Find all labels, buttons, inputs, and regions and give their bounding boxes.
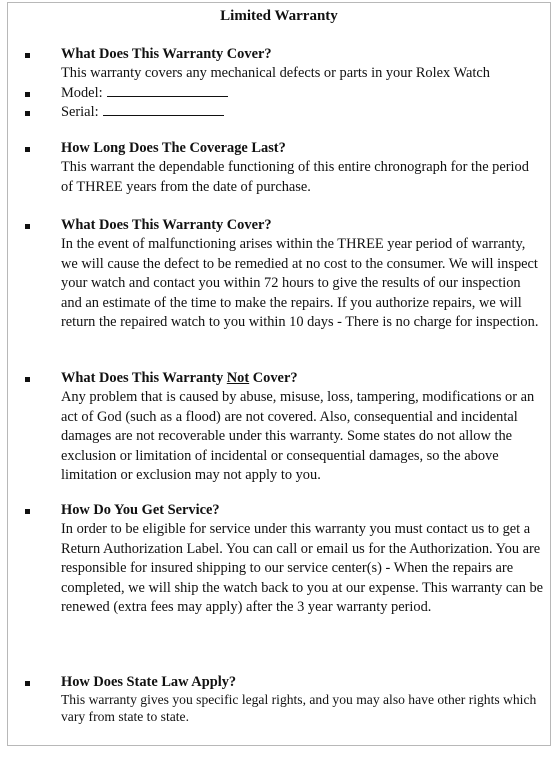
section-body: Any problem that is caused by abuse, misuse, loss, tampering, modifications or an act of God (such as a flood) are not covered. Also, consequential and incidental damages are not recoverable under this warranty. Some states do not allow the exclusion or limitation of incidental or consequential damages, so the above limitation or exclusion may not apply to you. xyxy=(61,389,535,484)
serial-label: Serial: xyxy=(61,104,99,121)
bullet-icon xyxy=(25,92,30,97)
section-coverage xyxy=(8,45,550,123)
section-not-covered xyxy=(8,369,550,485)
heading-not: Not xyxy=(226,370,250,386)
bullet-icon xyxy=(25,53,30,58)
section-heading: What Does This Warranty Cover? xyxy=(61,46,272,62)
section-body: This warranty covers any mechanical defects or parts in your Rolex Watch xyxy=(61,65,490,82)
list-item xyxy=(8,45,550,84)
serial-blank-line xyxy=(103,103,224,116)
section-heading: How Does State Law Apply? xyxy=(61,674,237,690)
section-body: This warranty gives you specific legal rights, and you may also have other rights which vary from state to state. xyxy=(61,692,537,724)
list-item xyxy=(8,501,550,617)
model-label: Model: xyxy=(61,84,103,101)
section-service xyxy=(8,501,550,617)
section-heading: How Long Does The Coverage Last? xyxy=(61,140,286,156)
bullet-icon xyxy=(25,147,30,152)
warranty-page xyxy=(7,2,551,746)
list-item xyxy=(8,673,550,725)
list-item-model xyxy=(8,84,550,103)
bullet-icon xyxy=(25,224,30,229)
list-item xyxy=(8,369,550,485)
list-item xyxy=(8,139,550,197)
list-item xyxy=(8,216,550,332)
heading-text: Cover? xyxy=(249,370,298,386)
section-body: This warrant the dependable functioning of this entire chronograph for the period of THREE years from the date of purchase. xyxy=(61,159,529,195)
list-item-serial xyxy=(8,103,550,122)
section-body: In the event of malfunctioning arises within the THREE year period of warranty, we will cause the defect to be remedied at no cost to the consumer. We will inspect your watch and contact you within 72 hours to give the results of our inspection and an estimate of the time to make the repairs. If you authorize repairs, we will return the repaired watch to you within 10 days - There is no charge for inspection. xyxy=(61,236,539,331)
model-blank-line xyxy=(107,84,228,97)
bullet-icon xyxy=(25,377,30,382)
heading-text: What Does This Warranty xyxy=(61,370,227,386)
bullet-icon xyxy=(25,509,30,514)
section-heading: What Does This Warranty Cover? xyxy=(61,217,272,233)
section-remedy xyxy=(8,216,550,332)
section-state-law xyxy=(8,673,550,725)
document-title: Limited Warranty xyxy=(220,8,338,24)
bullet-icon xyxy=(25,681,30,686)
section-body: In order to be eligible for service under this warranty you must contact us to get a Return Authorization Label. You can call or email us for the Authorization. You are responsible for insured shipping to our service center(s) - When the repairs are completed, we will ship the watch back to you at our expense. This warranty can be renewed (extra fees may apply) after the 3 year warranty period. xyxy=(61,521,544,616)
section-heading xyxy=(61,369,544,388)
section-duration xyxy=(8,139,550,197)
section-heading: How Do You Get Service? xyxy=(61,502,220,518)
bullet-icon xyxy=(25,111,30,116)
